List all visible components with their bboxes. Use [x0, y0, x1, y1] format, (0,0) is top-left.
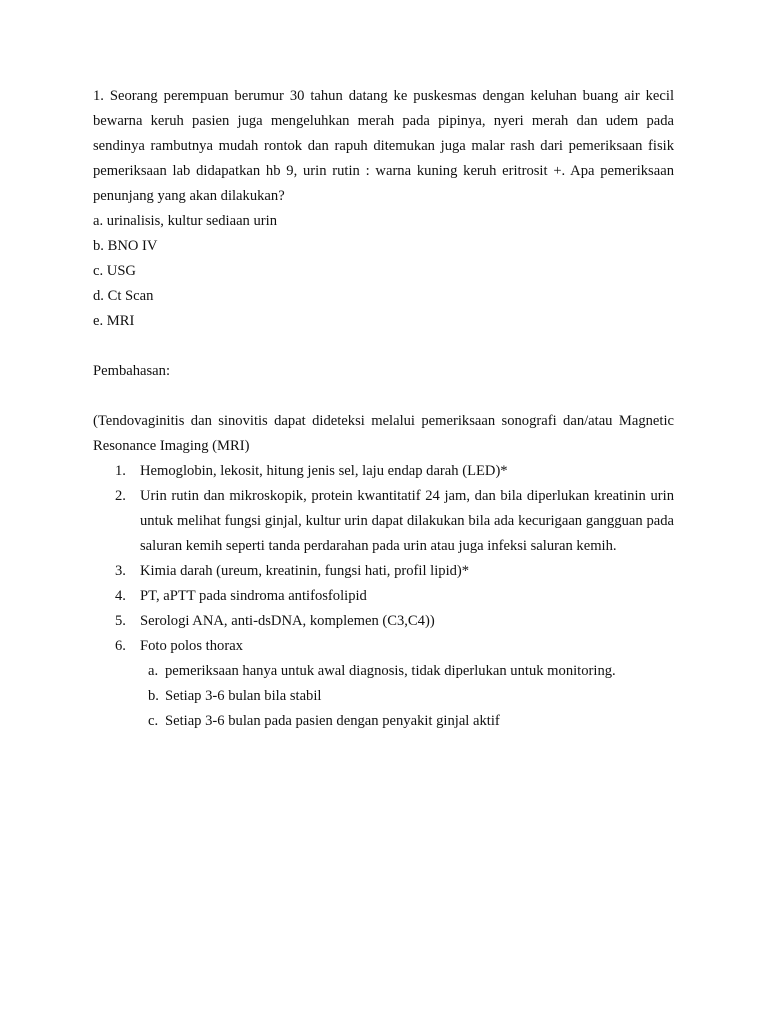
list-number: 4.	[115, 588, 126, 604]
list-item-text: Urin rutin dan mikroskopik, protein kwantitatif 24 jam, dan bila diperlukan kreatinin urin untuk melihat fungsi ginjal, kultur urin dapat dilakukan bila ada kecurigaan gangguan pada saluran kemih seperti tanda perdarahan pada urin atau juga infeksi saluran kemih.	[140, 488, 674, 554]
spacer	[93, 334, 674, 359]
sublist-item	[140, 659, 674, 684]
sublist-item-text: Setiap 3-6 bulan pada pasien dengan penyakit ginjal aktif	[165, 713, 500, 729]
document-content	[93, 84, 674, 734]
list-item	[93, 609, 674, 634]
numbered-list	[93, 459, 674, 734]
list-number: 6.	[115, 638, 126, 654]
sublist-letter: a.	[148, 663, 159, 679]
spacer	[93, 384, 674, 409]
sublist-item	[140, 684, 674, 709]
sublist-letter: c.	[148, 713, 159, 729]
option-d: d. Ct Scan	[93, 288, 154, 304]
discussion-intro: (Tendovaginitis dan sinovitis dapat dideteksi melalui pemeriksaan sonografi dan/atau Magnetic Resonance Imaging (MRI)	[93, 413, 674, 454]
list-number: 1.	[115, 463, 126, 479]
list-item	[93, 559, 674, 584]
option-b: b. BNO IV	[93, 238, 158, 254]
list-item-text: Serologi ANA, anti-dsDNA, komplemen (C3,C4))	[140, 613, 435, 629]
list-item	[93, 459, 674, 484]
list-number: 2.	[115, 488, 126, 504]
list-item	[93, 634, 674, 734]
list-item	[93, 584, 674, 609]
list-item-text: Kimia darah (ureum, kreatinin, fungsi hati, profil lipid)*	[140, 563, 470, 579]
list-item-text: Hemoglobin, lekosit, hitung jenis sel, laju endap darah (LED)*	[140, 463, 508, 479]
list-item	[93, 484, 674, 559]
question-text: 1. Seorang perempuan berumur 30 tahun datang ke puskesmas dengan keluhan buang air kecil bewarna keruh pasien juga mengeluhkan merah pada pipinya, nyeri merah dan udem pada sendinya rambutnya mudah rontok dan rapuh ditemukan juga malar rash dari pemeriksaan fisik pemeriksaan lab didapatkan hb 9, urin rutin : warna kuning keruh eritrosit +. Apa pemeriksaan penunjang yang akan dilakukan?	[93, 88, 674, 204]
option-e: e. MRI	[93, 313, 135, 329]
discussion-heading: Pembahasan:	[93, 363, 171, 379]
list-number: 3.	[115, 563, 126, 579]
option-c: c. USG	[93, 263, 136, 279]
sublist-letter: b.	[148, 688, 159, 704]
list-item-text: PT, aPTT pada sindroma antifosfolipid	[140, 588, 367, 604]
sublist-item-text: Setiap 3-6 bulan bila stabil	[165, 688, 322, 704]
sublist-item-text: pemeriksaan hanya untuk awal diagnosis, tidak diperlukan untuk monitoring.	[165, 663, 616, 679]
option-a: a. urinalisis, kultur sediaan urin	[93, 213, 278, 229]
list-item-text: Foto polos thorax	[140, 638, 243, 654]
lettered-sublist	[140, 659, 674, 734]
answer-options	[93, 209, 674, 334]
list-number: 5.	[115, 613, 126, 629]
sublist-item	[140, 709, 674, 734]
